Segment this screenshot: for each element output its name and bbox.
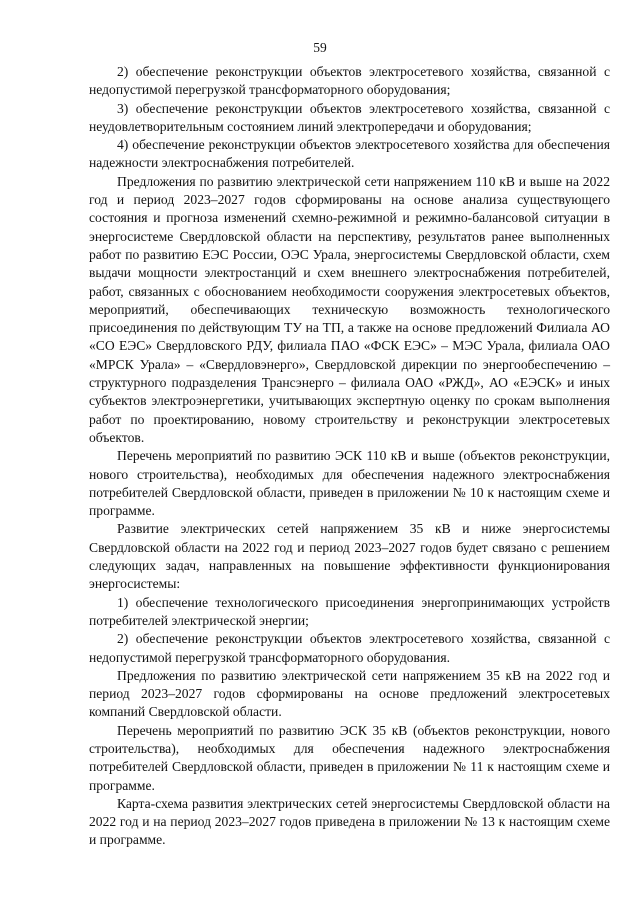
paragraph-item-4: 4) обеспечение реконструкции объектов электросетевого хозяйства для обеспечения надежности электроснабжения потребителей. bbox=[89, 137, 610, 171]
paragraph-35kv-item-2: 2) обеспечение реконструкции объектов электросетевого хозяйства, связанной с недопустимой перегрузкой трансформаторного оборудования. bbox=[89, 631, 610, 665]
paragraph-110kv-list: Перечень мероприятий по развитию ЭСК 110 кВ и выше (объектов реконструкции, нового строительства), необходимых для обеспечения надежного электроснабжения потребителей Свердловской области, приведен в приложении № 10 к настоящим схеме и программе. bbox=[89, 448, 610, 519]
document-body bbox=[89, 63, 610, 850]
paragraph-35kv-proposals: Предложения по развитию электрической сети напряжением 35 кВ на 2022 год и период 2023–2027 годов сформированы на основе предложений электросетевых компаний Свердловской области. bbox=[89, 667, 610, 720]
page-number: 59 bbox=[313, 40, 327, 55]
paragraph-item-2: 2) обеспечение реконструкции объектов электросетевого хозяйства, связанной с недопустимой перегрузкой трансформаторного оборудования; bbox=[89, 64, 610, 98]
paragraph-35kv-item-1: 1) обеспечение технологического присоединения энергопринимающих устройств потребителей электрической энергии; bbox=[89, 594, 610, 628]
paragraph-110kv-proposals: Предложения по развитию электрической сети напряжением 110 кВ и выше на 2022 год и период 2023–2027 годов сформированы на основе анализа существующего состояния и прогноза изменений схемно-режимной и режимно-балансовой ситуации в энергосистеме Свердловской области на перспективу, результатов ранее выполненных работ по развитию ЕЭС России, ОЭС Урала, энергосистемы Свердловской области, схем выдачи мощности электростанций и схем внешнего электроснабжения потребителей, работ, связанных с обоснованием необходимости сооружения электросетевых объектов, мероприятий, обеспечивающих техническую возможность технологического присоединения по действующим ТУ на ТП, а также на основе предложений Филиала АО «СО ЕЭС» Свердловского РДУ, филиала ПАО «ФСК ЕЭС» – МЭС Урала, филиала ОАО «МРСК Урала» – «Свердловэнерго», Свердловской дирекции по энергообеспечению – структурного подразделения Трансэнерго – филиала ОАО «РЖД», АО «ЕЭСК» и иных субъектов электроэнергетики, учитывающих экспертную оценку по срокам выполнения работ по проектированию, новому строительству и реконструкции электросетевых объектов. bbox=[89, 173, 610, 445]
paragraph-item-3: 3) обеспечение реконструкции объектов электросетевого хозяйства, связанной с неудовлетворительным состоянием линий электропередачи и оборудования; bbox=[89, 100, 610, 134]
paragraph-map-scheme: Карта-схема развития электрических сетей энергосистемы Свердловской области на 2022 год и на период 2023–2027 годов приведена в приложении № 13 к настоящим схеме и программе. bbox=[89, 795, 610, 848]
paragraph-35kv-list: Перечень мероприятий по развитию ЭСК 35 кВ (объектов реконструкции, нового строительства), необходимых для обеспечения надежного электроснабжения потребителей Свердловской области, приведен в приложении № 11 к настоящим схеме и программе. bbox=[89, 722, 610, 793]
paragraph-35kv-development: Развитие электрических сетей напряжением 35 кВ и ниже энергосистемы Свердловской области на 2022 год и период 2023–2027 годов будет связано с решением следующих задач, направленных на повышение эффективности функционирования энергосистемы: bbox=[89, 521, 610, 592]
